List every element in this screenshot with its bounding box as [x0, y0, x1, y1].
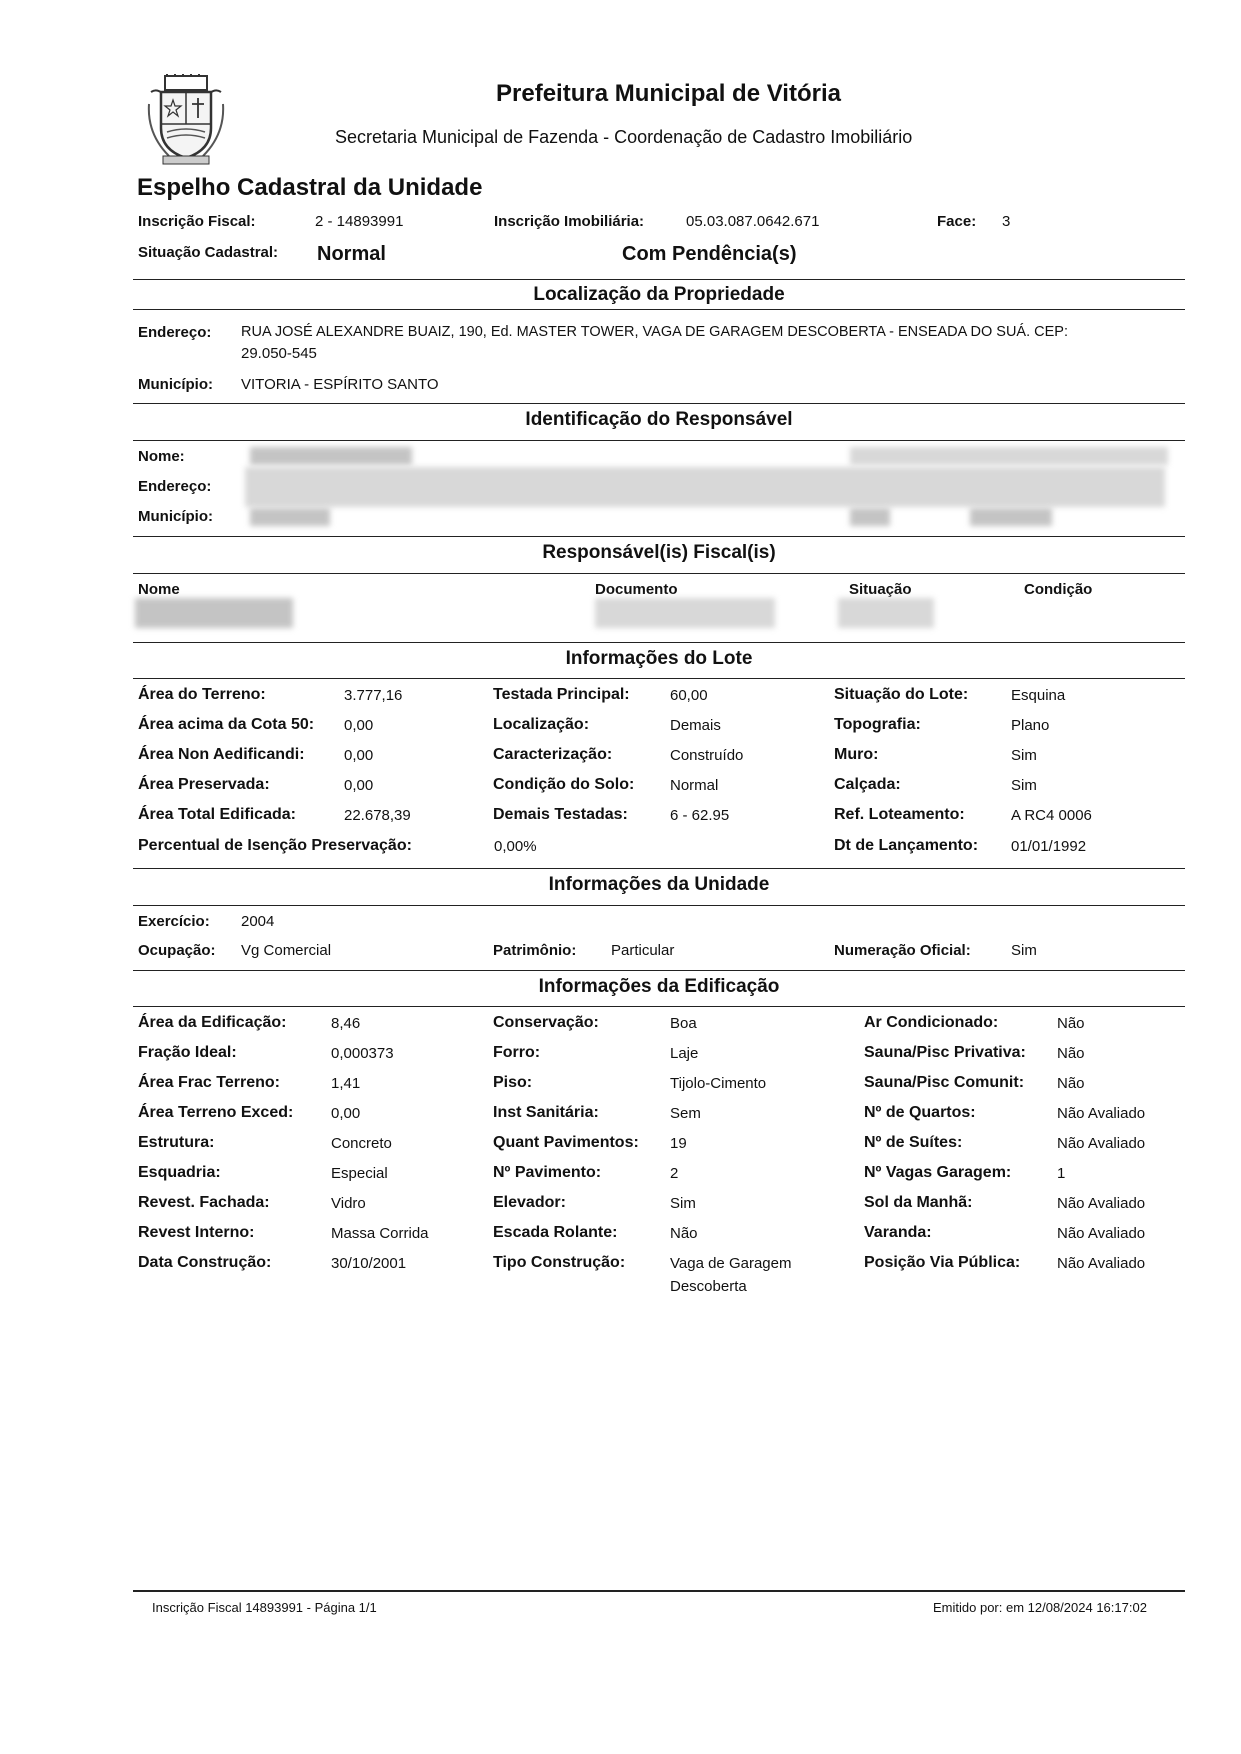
edif-row-2-label-3: Sauna/Pisc Privativa:	[864, 1044, 1026, 1061]
edif-row-5-label-3: Nº de Suítes:	[864, 1134, 963, 1151]
municipio-value: VITORIA - ESPÍRITO SANTO	[241, 376, 439, 393]
redacted-nome	[250, 447, 412, 465]
endereco-label: Endereço:	[138, 324, 212, 341]
endereco-line-2: 29.050-545	[241, 345, 317, 362]
dt-lancamento-label: Dt de Lançamento:	[834, 837, 979, 854]
edif-row-2-value-2: Laje	[670, 1045, 699, 1062]
edif-row-4-value-1: 0,00	[331, 1105, 361, 1122]
inscricao-imobiliaria-label: Inscrição Imobiliária:	[494, 213, 645, 230]
divider	[133, 309, 1185, 310]
edif-row-9-label-2: Tipo Construção:	[493, 1254, 626, 1271]
edif-row-2-value-1: 0,000373	[331, 1045, 394, 1062]
edif-row-7-value-2: Sim	[670, 1195, 696, 1212]
responsavel-endereco-label: Endereço:	[138, 478, 212, 495]
column-header-condicao: Condição	[1024, 581, 1093, 598]
edif-row-4-value-3: Não Avaliado	[1057, 1105, 1146, 1122]
lote-row-5-value-1: 22.678,39	[344, 807, 411, 824]
lote-row-5-value-3: A RC4 0006	[1011, 807, 1092, 824]
exercicio-value: 2004	[241, 913, 275, 930]
edif-row-5-value-3: Não Avaliado	[1057, 1135, 1146, 1152]
lote-row-3-label-1: Área Non Aedificandi:	[138, 746, 305, 763]
edif-row-7-label-2: Elevador:	[493, 1194, 566, 1211]
lote-row-1-label-2: Testada Principal:	[493, 686, 630, 703]
edif-row-3-value-2: Tijolo-Cimento	[670, 1075, 767, 1092]
lote-row-2-label-1: Área acima da Cota 50:	[138, 716, 315, 733]
edif-row-9-value-3: Não Avaliado	[1057, 1255, 1146, 1272]
edif-row-9-value-2: Vaga de Garagem	[670, 1255, 792, 1272]
header-title: Prefeitura Municipal de Vitória	[496, 80, 841, 107]
edif-row-7-value-1: Vidro	[331, 1195, 366, 1212]
redacted-municipio-2	[850, 508, 890, 526]
lote-row-1-label-1: Área do Terreno:	[138, 686, 266, 703]
patrimonio-value: Particular	[611, 942, 675, 959]
inscricao-imobiliaria-value: 05.03.087.0642.671	[686, 213, 820, 230]
footer-emitted: Emitido por: em 12/08/2024 16:17:02	[933, 1600, 1147, 1615]
edif-row-8-label-3: Varanda:	[864, 1224, 932, 1241]
lote-row-1-value-3: Esquina	[1011, 687, 1066, 704]
column-header-nome: Nome	[138, 581, 180, 598]
section-title-unidade: Informações da Unidade	[548, 874, 770, 895]
edif-row-5-label-1: Estrutura:	[138, 1134, 215, 1151]
edif-row-1-label-2: Conservação:	[493, 1014, 599, 1031]
edif-row-8-label-2: Escada Rolante:	[493, 1224, 618, 1241]
endereco-line-1: RUA JOSÉ ALEXANDRE BUAIZ, 190, Ed. MASTER TOWER, VAGA DE GARAGEM DESCOBERTA - ENSEADA DO SUÁ. CEP:	[241, 324, 1068, 340]
edif-row-1-label-3: Ar Condicionado:	[864, 1014, 999, 1031]
edif-row-7-label-3: Sol da Manhã:	[864, 1194, 973, 1211]
redacted-municipio	[250, 508, 330, 526]
lote-row-4-value-3: Sim	[1011, 777, 1037, 794]
divider	[133, 403, 1185, 404]
divider	[133, 970, 1185, 971]
situacao-cadastral-label: Situação Cadastral:	[138, 244, 279, 261]
edif-row-5-label-2: Quant Pavimentos:	[493, 1134, 639, 1151]
lote-row-2-label-2: Localização:	[493, 716, 590, 733]
edif-row-1-value-1: 8,46	[331, 1015, 361, 1032]
lote-row-4-label-3: Calçada:	[834, 776, 901, 793]
edif-row-6-value-1: Especial	[331, 1165, 388, 1182]
header-subtitle: Secretaria Municipal de Fazenda - Coordenação de Cadastro Imobiliário	[335, 127, 913, 147]
edif-row-6-value-3: 1	[1057, 1165, 1066, 1182]
edif-row-8-value-1: Massa Corrida	[331, 1225, 429, 1242]
situacao-cadastral-value: Normal	[317, 243, 386, 265]
edif-row-2-value-3: Não	[1057, 1045, 1085, 1062]
redacted-nome-2	[850, 447, 1168, 465]
divider	[133, 678, 1185, 679]
lote-row-5-value-2: 6 - 62.95	[670, 807, 730, 824]
redacted-municipio-3	[970, 508, 1052, 526]
divider	[133, 868, 1185, 869]
edif-row-1-label-1: Área da Edificação:	[138, 1014, 287, 1031]
lote-row-5-label-2: Demais Testadas:	[493, 806, 628, 823]
edif-row-6-label-3: Nº Vagas Garagem:	[864, 1164, 1012, 1181]
edif-row-9-value-1: 30/10/2001	[331, 1255, 407, 1272]
edif-row-8-value-2: Não	[670, 1225, 698, 1242]
section-title-edificacao: Informações da Edificação	[538, 976, 780, 997]
lote-row-2-value-3: Plano	[1011, 717, 1050, 734]
edif-row-8-label-1: Revest Interno:	[138, 1224, 255, 1241]
divider	[133, 573, 1185, 574]
redacted-fiscal-nome	[135, 598, 293, 628]
edif-row-9-label-1: Data Construção:	[138, 1254, 272, 1271]
inscricao-fiscal-label: Inscrição Fiscal:	[138, 213, 256, 230]
divider	[133, 1006, 1185, 1007]
edif-row-3-label-1: Área Frac Terreno:	[138, 1074, 280, 1091]
edif-row-6-label-1: Esquadria:	[138, 1164, 221, 1181]
isencao-value: 0,00%	[494, 838, 537, 855]
edif-row-2-label-2: Forro:	[493, 1044, 541, 1061]
edif-row-3-label-2: Piso:	[493, 1074, 533, 1091]
edif-row-4-label-3: Nº de Quartos:	[864, 1104, 976, 1121]
lote-row-4-value-2: Normal	[670, 777, 719, 794]
edif-row-4-label-2: Inst Sanitária:	[493, 1104, 599, 1121]
document-title: Espelho Cadastral da Unidade	[137, 174, 483, 201]
edif-row-5-value-2: 19	[670, 1135, 687, 1152]
lote-row-2-value-2: Demais	[670, 717, 721, 734]
face-value: 3	[1002, 213, 1011, 230]
lote-row-4-label-1: Área Preservada:	[138, 776, 270, 793]
divider	[133, 440, 1185, 441]
column-header-documento: Documento	[595, 581, 678, 598]
inscricao-fiscal-value: 2 - 14893991	[315, 213, 404, 230]
divider	[133, 642, 1185, 643]
edif-row-1-value-3: Não	[1057, 1015, 1085, 1032]
edif-row-4-label-1: Área Terreno Exced:	[138, 1104, 294, 1121]
section-title-fiscais: Responsável(is) Fiscal(is)	[542, 542, 776, 563]
edif-row-8-value-3: Não Avaliado	[1057, 1225, 1146, 1242]
footer-divider	[133, 1590, 1185, 1592]
edif-row-5-value-1: Concreto	[331, 1135, 392, 1152]
lote-row-3-label-3: Muro:	[834, 746, 879, 763]
numeracao-oficial-value: Sim	[1011, 942, 1037, 959]
divider	[133, 279, 1185, 280]
edif-row-3-value-3: Não	[1057, 1075, 1085, 1092]
lote-row-3-value-1: 0,00	[344, 747, 374, 764]
edif-row-7-value-3: Não Avaliado	[1057, 1195, 1146, 1212]
lote-row-2-label-3: Topografia:	[834, 716, 921, 733]
responsavel-municipio-label: Município:	[138, 508, 213, 525]
edif-row-3-value-1: 1,41	[331, 1075, 361, 1092]
numeracao-oficial-label: Numeração Oficial:	[834, 942, 971, 959]
coat-of-arms-logo	[145, 74, 227, 168]
edif-row-6-label-2: Nº Pavimento:	[493, 1164, 602, 1181]
lote-row-1-label-3: Situação do Lote:	[834, 686, 969, 703]
redacted-fiscal-documento	[595, 598, 775, 628]
lote-row-4-value-1: 0,00	[344, 777, 374, 794]
divider	[133, 905, 1185, 906]
dt-lancamento-value: 01/01/1992	[1011, 838, 1087, 855]
ocupacao-label: Ocupação:	[138, 942, 216, 959]
lote-row-1-value-2: 60,00	[670, 687, 708, 704]
lote-row-1-value-1: 3.777,16	[344, 687, 403, 704]
section-title-lote: Informações do Lote	[565, 648, 753, 669]
face-label: Face:	[937, 213, 977, 230]
section-title-responsavel: Identificação do Responsável	[525, 409, 793, 430]
lote-row-3-label-2: Caracterização:	[493, 746, 613, 763]
redacted-fiscal-situacao	[838, 598, 934, 628]
ocupacao-value: Vg Comercial	[241, 942, 332, 959]
edif-row-2-label-1: Fração Ideal:	[138, 1044, 237, 1061]
edif-row-3-label-3: Sauna/Pisc Comunit:	[864, 1074, 1025, 1091]
patrimonio-label: Patrimônio:	[493, 942, 577, 959]
divider	[133, 536, 1185, 537]
lote-row-2-value-1: 0,00	[344, 717, 374, 734]
lote-row-3-value-3: Sim	[1011, 747, 1037, 764]
edif-row-1-value-2: Boa	[670, 1015, 697, 1032]
edif-row-4-value-2: Sem	[670, 1105, 701, 1122]
lote-row-5-label-1: Área Total Edificada:	[138, 806, 296, 823]
exercicio-label: Exercício:	[138, 913, 210, 930]
redacted-endereco	[245, 467, 1165, 507]
isencao-label: Percentual de Isenção Preservação:	[138, 837, 412, 854]
lote-row-4-label-2: Condição do Solo:	[493, 776, 635, 793]
tipo-construcao-value-line-2: Descoberta	[670, 1278, 747, 1295]
edif-row-6-value-2: 2	[670, 1165, 679, 1182]
footer-page-info: Inscrição Fiscal 14893991 - Página 1/1	[152, 1600, 377, 1615]
responsavel-nome-label: Nome:	[138, 448, 185, 465]
section-title-localizacao: Localização da Propriedade	[533, 284, 785, 305]
column-header-situacao: Situação	[849, 581, 912, 598]
lote-row-3-value-2: Construído	[670, 747, 744, 764]
lote-row-5-label-3: Ref. Loteamento:	[834, 806, 965, 823]
pendencia-status: Com Pendência(s)	[622, 243, 797, 265]
edif-row-7-label-1: Revest. Fachada:	[138, 1194, 270, 1211]
municipio-label: Município:	[138, 376, 213, 393]
edif-row-9-label-3: Posição Via Pública:	[864, 1254, 1021, 1271]
